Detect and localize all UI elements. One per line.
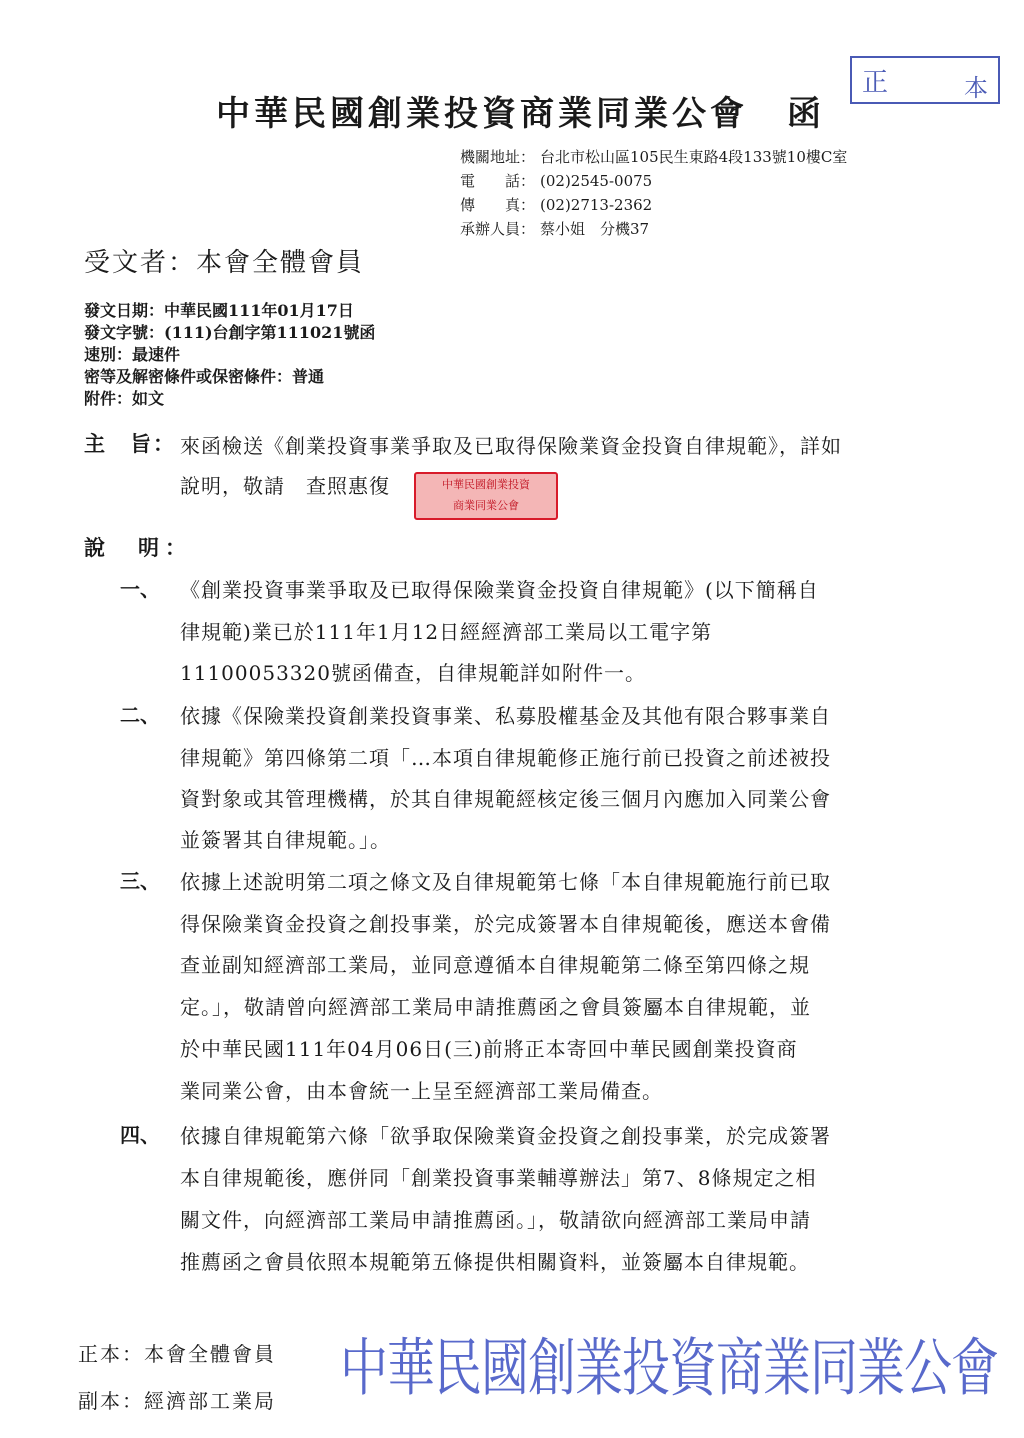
item-number: 一、	[120, 577, 160, 601]
copy-stamp-left: 正	[862, 68, 889, 98]
item-line: 11100053320號函備查，自律規範詳如附件一。	[180, 661, 646, 685]
recipient: 受文者：本會全體會員	[84, 248, 365, 278]
contact-address: 機關地址： 台北市松山區105民生東路4段133號10樓C室	[460, 148, 848, 166]
copy-recipients: 副本：經濟部工業局	[78, 1389, 276, 1413]
contact-fax: 傳 真： (02)2713-2362	[460, 196, 653, 214]
item-line: 資對象或其管理機構，於其自律規範經核定後三個月內應加入同業公會	[180, 787, 831, 811]
attachment: 附件：如文	[84, 389, 165, 408]
issue-date: 發文日期：中華民國111年01月17日	[84, 301, 354, 320]
item-line: 本自律規範後，應併同「創業投資事業輔導辦法」第7、8條規定之相	[180, 1166, 817, 1190]
item-line: 得保險業資金投資之創投事業，於完成簽署本自律規範後，應送本會備	[180, 912, 831, 936]
red-seal-line: 中華民國創業投資	[442, 478, 530, 491]
item-number: 二、	[120, 703, 160, 727]
item-line: 並簽署其自律規範。」。	[180, 828, 391, 852]
item-line: 業同業公會，由本會統一上呈至經濟部工業局備查。	[180, 1079, 663, 1103]
subject-line: 說明，敬請 查照惠復	[180, 474, 390, 498]
copy-stamp-right: 本	[964, 74, 988, 102]
item-line: 依據《保險業投資創業投資事業、私募股權基金及其他有限合夥事業自	[180, 704, 831, 728]
red-seal-line: 商業同業公會	[453, 499, 519, 512]
subject-line: 來函檢送《創業投資事業爭取及已取得保險業資金投資自律規範》，詳如	[180, 434, 842, 458]
urgency: 速別：最速件	[84, 345, 181, 364]
document-title: 中華民國創業投資商業同業公會	[216, 94, 748, 134]
description-label: 說 明：	[84, 535, 192, 560]
item-number: 三、	[120, 869, 160, 893]
item-line: 於中華民國111年04月06日(三)前將正本寄回中華民國創業投資商	[180, 1037, 798, 1061]
item-line: 推薦函之會員依照本規範第五條提供相關資料，並簽屬本自律規範。	[180, 1250, 810, 1274]
item-number: 四、	[120, 1123, 160, 1147]
original-recipients: 正本：本會全體會員	[78, 1342, 276, 1366]
contact-person: 承辦人員： 蔡小姐 分機37	[460, 220, 650, 238]
item-line: 依據自律規範第六條「欲爭取保險業資金投資之創投事業，於完成簽署	[180, 1124, 831, 1148]
subject-label: 主 旨：	[84, 431, 176, 456]
item-line: 定。」，敬請曾向經濟部工業局申請推薦函之會員簽屬本自律規範，並	[180, 995, 811, 1019]
item-line: 律規範》第四條第二項「…本項自律規範修正施行前已投資之前述被投	[180, 746, 831, 770]
red-seal-stamp	[414, 472, 558, 520]
document-type: 函	[787, 94, 821, 134]
association-seal: 中華民國創業投資商業同業公會	[340, 1332, 999, 1406]
item-line: 查並副知經濟部工業局，並同意遵循本自律規範第二條至第四條之規	[180, 953, 810, 977]
item-line: 律規範)業已於111年1月12日經經濟部工業局以工電字第	[180, 620, 713, 644]
contact-phone: 電 話： (02)2545-0075	[460, 172, 653, 190]
confidentiality: 密等及解密條件或保密條件：普通	[84, 367, 325, 386]
item-line: 《創業投資事業爭取及已取得保險業資金投資自律規範》(以下簡稱自	[180, 578, 819, 602]
item-line: 關文件，向經濟部工業局申請推薦函。」，敬請欲向經濟部工業局申請	[180, 1208, 811, 1232]
item-line: 依據上述說明第二項之條文及自律規範第七條「本自律規範施行前已取	[180, 870, 831, 894]
original-copy-stamp	[850, 56, 1000, 104]
issue-number: 發文字號：(111)台創字第111021號函	[84, 323, 376, 342]
